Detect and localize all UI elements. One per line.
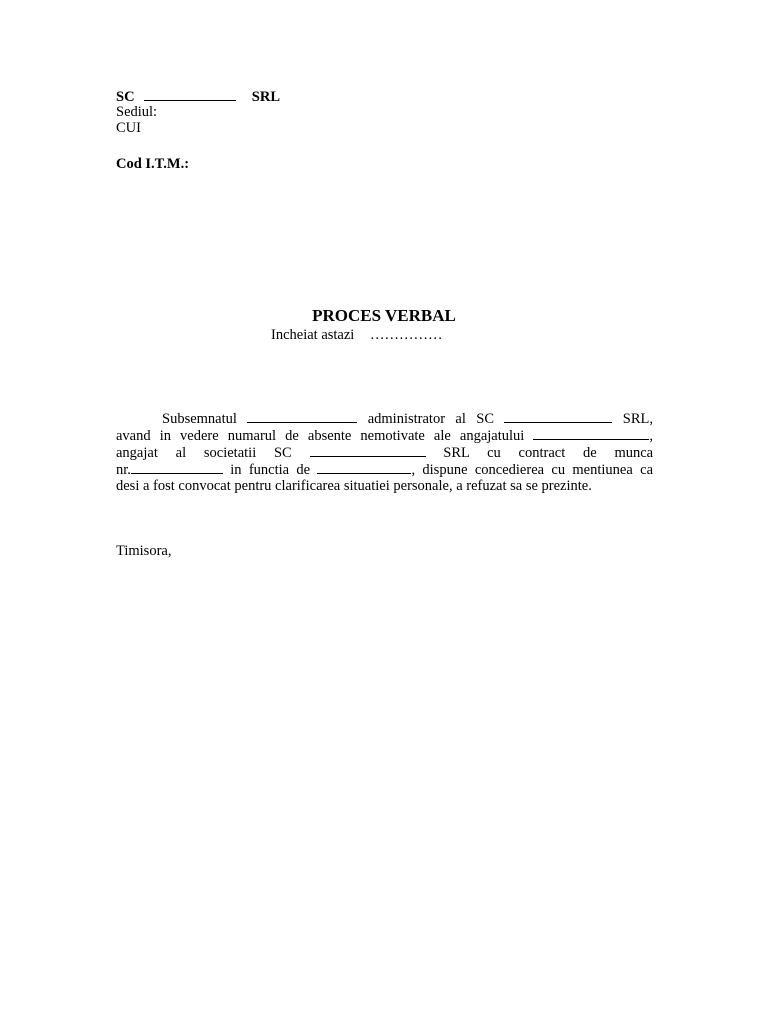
srl-word: SRL, <box>622 411 654 427</box>
company-blank-2 <box>310 444 426 457</box>
undersigned-name-blank <box>247 410 357 423</box>
munca-word: munca <box>614 445 654 461</box>
al-word: al <box>175 445 187 461</box>
societatii-word: societatii <box>203 445 257 461</box>
sc-word-2: SC <box>273 445 292 461</box>
company-prefix: SC <box>116 89 135 105</box>
comma-1: , <box>649 428 654 444</box>
administrator-text: administrator al <box>367 411 466 427</box>
srl-word-2: SRL <box>443 445 470 461</box>
dismissal-text: , dispune concedierea cu mentiunea ca <box>411 462 653 478</box>
cui-label: CUI <box>116 120 141 136</box>
de-word: de <box>583 445 597 461</box>
sediul-label: Sediul: <box>116 104 158 120</box>
contract-word: contract <box>518 445 566 461</box>
concluded-label: Incheiat astazi <box>271 327 355 343</box>
angajat-word: angajat <box>116 445 158 461</box>
position-blank <box>317 461 411 474</box>
absences-text: avand in vedere numarul de absente nemotivate ale angajatului <box>116 428 525 444</box>
cu-word: cu <box>487 445 501 461</box>
company-suffix: SRL <box>251 89 281 105</box>
concluded-dots: …………… <box>369 327 443 343</box>
contract-number-blank <box>131 461 223 474</box>
body-line-3 <box>116 444 653 461</box>
body-paragraph <box>116 410 653 495</box>
body-line-5 <box>116 478 653 495</box>
body-line-4 <box>116 461 653 478</box>
cod-itm-label: Cod I.T.M.: <box>116 156 190 172</box>
sc-word: SC <box>476 411 495 427</box>
refusal-text: desi a fost convocat pentru clarificarea situatiei personale, a refuzat sa se prezinte. <box>116 478 592 494</box>
dismissal-group <box>317 462 653 478</box>
body-line-2 <box>116 427 653 444</box>
company-line <box>116 88 280 105</box>
nr-word: nr. <box>116 462 131 478</box>
subsemnatul-word: Subsemnatul <box>162 411 237 427</box>
nr-group <box>116 462 223 478</box>
document-title: PROCES VERBAL <box>312 306 456 325</box>
body-line-1 <box>116 410 653 427</box>
employee-blank-group <box>533 428 653 444</box>
company-name-blank <box>144 88 236 101</box>
company-blank-1 <box>504 410 612 423</box>
concluded-line <box>271 327 442 343</box>
functia-text: in functia de <box>230 462 311 478</box>
employee-name-blank <box>533 427 649 440</box>
city-date-line: Timisora, <box>116 543 172 559</box>
